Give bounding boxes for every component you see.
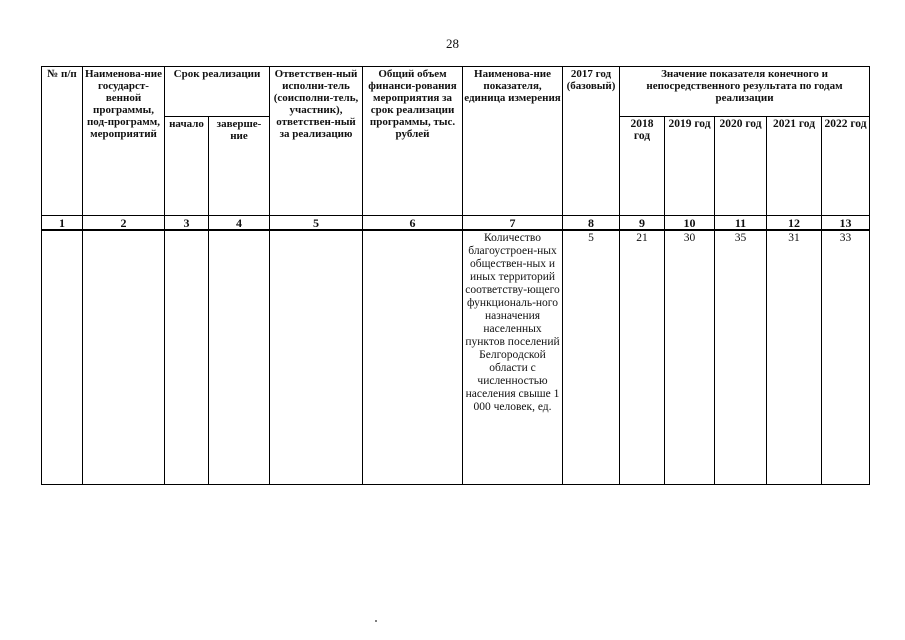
column-number: 4 xyxy=(209,216,270,231)
header-year-2022: 2022 год xyxy=(822,117,870,216)
header-year-2018: 2018 год xyxy=(620,117,665,216)
column-number: 10 xyxy=(665,216,715,231)
column-number: 13 xyxy=(822,216,870,231)
column-number: 9 xyxy=(620,216,665,231)
header-term-start: начало xyxy=(165,117,209,216)
column-number: 6 xyxy=(363,216,463,231)
cell-program-name xyxy=(83,230,165,484)
cell-value-2022: 33 xyxy=(822,230,870,484)
column-number: 2 xyxy=(83,216,165,231)
cell-value-2019: 30 xyxy=(665,230,715,484)
column-number: 8 xyxy=(563,216,620,231)
header-program-name: Наименова-ние государст-венной программы, под-программ, мероприятий xyxy=(83,67,165,216)
header-year-2019: 2019 год xyxy=(665,117,715,216)
cell-term-start xyxy=(165,230,209,484)
header-term-end: заверше-ние xyxy=(209,117,270,216)
header-term-group: Срок реализации xyxy=(165,67,270,117)
cell-funding xyxy=(363,230,463,484)
column-number-row xyxy=(42,216,870,231)
scan-speck xyxy=(375,620,377,622)
table-row xyxy=(42,230,870,484)
header-base-year: 2017 год (базовый) xyxy=(563,67,620,216)
column-number: 1 xyxy=(42,216,83,231)
cell-indicator: Количество благоустроен-ных обществен-ных и иных территорий соответству-ющего функциональ-ного назначения населенных пунктов поселений Белгородской области с численностью населения свыше 1 000 человек, ед. xyxy=(463,230,563,484)
header-year-2020: 2020 год xyxy=(715,117,767,216)
header-indicator: Наименова-ние показателя, единица измерения xyxy=(463,67,563,216)
cell-value-2020: 35 xyxy=(715,230,767,484)
program-indicators-table xyxy=(41,66,870,485)
column-number: 5 xyxy=(270,216,363,231)
column-number: 12 xyxy=(767,216,822,231)
cell-row-number xyxy=(42,230,83,484)
cell-responsible xyxy=(270,230,363,484)
cell-value-2018: 21 xyxy=(620,230,665,484)
header-responsible: Ответствен-ный исполни-тель (соисполни-тель, участник), ответствен-ный за реализацию xyxy=(270,67,363,216)
header-years-group: Значение показателя конечного и непосредственного результата по годам реализации xyxy=(620,67,870,117)
cell-value-2021: 31 xyxy=(767,230,822,484)
column-number: 3 xyxy=(165,216,209,231)
cell-base-2017: 5 xyxy=(563,230,620,484)
cell-term-end xyxy=(209,230,270,484)
column-number: 7 xyxy=(463,216,563,231)
page-number: 28 xyxy=(446,36,459,51)
header-row-number: № п/п xyxy=(42,67,83,216)
column-number: 11 xyxy=(715,216,767,231)
header-year-2021: 2021 год xyxy=(767,117,822,216)
header-funding: Общий объем финанси-рования мероприятия за срок реализации программы, тыс. рублей xyxy=(363,67,463,216)
